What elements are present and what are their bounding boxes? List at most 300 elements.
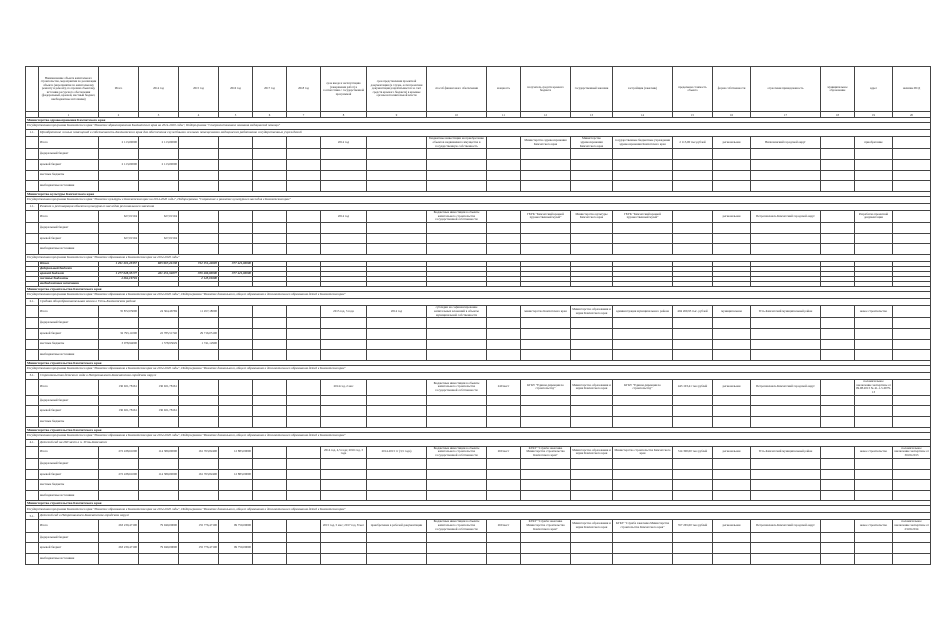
row-index-cell	[26, 532, 39, 543]
data-cell	[821, 350, 855, 361]
data-cell	[219, 181, 253, 192]
data-cell: региональная	[713, 210, 751, 222]
data-cell	[427, 328, 487, 339]
activity-row	[26, 298, 931, 305]
data-cell	[673, 417, 713, 428]
data-cell	[673, 244, 713, 255]
data-cell	[751, 406, 821, 417]
data-cell: 11 457,18000	[179, 305, 219, 317]
data-cell	[821, 233, 855, 244]
data-cell: 272 438,61000	[99, 469, 139, 480]
data-cell: 865 967,22138	[139, 261, 179, 266]
data-cell	[613, 318, 673, 329]
data-cell	[367, 417, 427, 428]
row-index-cell	[26, 137, 39, 149]
data-cell: 12 883,00000	[219, 446, 253, 458]
funding-source-row	[26, 543, 931, 554]
data-cell	[219, 328, 253, 339]
data-cell	[571, 406, 613, 417]
data-cell	[673, 318, 713, 329]
data-cell	[571, 480, 613, 491]
data-cell	[253, 223, 287, 234]
data-cell	[571, 417, 613, 428]
data-cell	[521, 318, 571, 329]
data-cell: 2014 год, 4,5 года; 2016 год, 3 года	[321, 446, 367, 458]
data-cell: 136 921,78161	[139, 406, 179, 417]
data-cell	[751, 233, 821, 244]
data-cell: 1 741,12900	[179, 339, 219, 350]
data-cell	[487, 532, 521, 543]
row-index-cell	[26, 181, 39, 192]
row-index-cell	[26, 233, 39, 244]
data-cell	[219, 223, 253, 234]
data-cell: 1 578,95029	[139, 339, 179, 350]
funding-source-row	[26, 149, 931, 160]
header-cell: государственный заказчик	[571, 67, 613, 112]
program-title: Государственная программа Камчатского края "Развитие образования в Камчатском крае на 2014-2020 годы", Подпрограмма "Развитие дошкольного, общего образования и дополнительного образования детей в Камчатском крае"	[26, 506, 931, 513]
data-cell	[613, 532, 673, 543]
data-cell	[139, 554, 179, 565]
data-cell: министерство Камчатского края	[521, 305, 571, 317]
data-cell	[487, 328, 521, 339]
data-cell	[893, 543, 931, 554]
funding-source-row	[26, 490, 931, 501]
data-cell	[713, 170, 751, 181]
data-cell	[673, 181, 713, 192]
header-cell: 2015 год	[179, 67, 219, 112]
funding-source-label: Итого	[39, 261, 99, 266]
data-cell	[287, 446, 321, 458]
data-cell: Петропавловск-Камчатский городской округ	[751, 210, 821, 222]
data-cell	[253, 532, 287, 543]
data-cell: 2 113,00000	[99, 137, 139, 149]
data-cell	[321, 554, 367, 565]
data-cell: 1 277 028,35177	[99, 271, 139, 276]
data-cell	[673, 532, 713, 543]
data-cell	[179, 406, 219, 417]
data-cell	[571, 395, 613, 406]
data-cell: ГБУК "Камчатский краевой художественный музей"	[613, 210, 673, 222]
data-cell	[571, 490, 613, 501]
data-cell	[855, 554, 893, 565]
data-cell	[751, 244, 821, 255]
data-cell	[287, 469, 321, 480]
data-cell	[821, 223, 855, 234]
header-cell: предельная стоимость объекта	[673, 67, 713, 112]
data-cell	[713, 149, 751, 160]
data-cell	[287, 379, 321, 395]
data-cell: 443 103,41 тыс.рублей	[673, 379, 713, 395]
data-cell	[367, 490, 427, 501]
data-cell	[821, 244, 855, 255]
column-number-cell: 16	[713, 112, 751, 118]
data-cell: 136 921,78161	[99, 406, 139, 417]
funding-source-row	[26, 244, 931, 255]
funding-source-label: внебюджетные источники	[39, 490, 99, 501]
funding-source-label: краевой бюджет	[39, 328, 99, 339]
data-cell: 79 049,00000	[139, 543, 179, 554]
activity-number: 5.1.	[26, 513, 39, 520]
data-cell	[321, 490, 367, 501]
data-cell	[367, 244, 427, 255]
data-cell	[367, 210, 427, 222]
data-cell	[287, 543, 321, 554]
data-cell	[521, 159, 571, 170]
section-title: Министерство здравоохранения Камчатского края	[26, 118, 931, 123]
data-cell	[427, 554, 487, 565]
funding-source-label: краевой бюджет	[39, 469, 99, 480]
data-cell	[751, 223, 821, 234]
data-cell	[613, 490, 673, 501]
data-cell	[713, 554, 751, 565]
data-cell	[99, 318, 139, 329]
funding-source-row	[26, 532, 931, 543]
row-index-cell	[26, 459, 39, 470]
column-number-cell: 19	[855, 112, 893, 118]
data-cell	[427, 480, 487, 491]
data-cell: КГКУ "Служба заказчика Министерства строительства Камчатского края"	[521, 446, 571, 458]
data-cell	[487, 159, 521, 170]
data-cell	[287, 318, 321, 329]
data-cell	[821, 210, 855, 222]
data-cell	[713, 181, 751, 192]
data-cell	[219, 244, 253, 255]
data-cell	[673, 223, 713, 234]
data-cell	[713, 532, 751, 543]
data-cell	[673, 339, 713, 350]
data-cell: 35 872,05000	[99, 305, 139, 317]
data-cell	[673, 554, 713, 565]
data-cell	[893, 417, 931, 428]
data-cell	[855, 223, 893, 234]
data-cell	[521, 223, 571, 234]
data-cell: региональная	[713, 520, 751, 532]
data-cell	[287, 350, 321, 361]
data-cell	[179, 181, 219, 192]
funding-source-label: местные бюджеты	[39, 170, 99, 181]
data-cell	[219, 339, 253, 350]
data-cell	[855, 350, 893, 361]
data-cell	[253, 328, 287, 339]
data-cell	[139, 350, 179, 361]
data-cell: КГКУ "Единая дирекция по строительству"	[613, 379, 673, 395]
data-cell	[821, 149, 855, 160]
funding-source-label: Итого	[39, 446, 99, 458]
activity-row	[26, 372, 931, 379]
data-cell	[521, 406, 571, 417]
data-cell	[855, 149, 893, 160]
data-cell: 2014 год	[321, 210, 367, 222]
program-header-row	[26, 432, 931, 439]
data-cell	[487, 543, 521, 554]
data-cell: 627,01504	[99, 233, 139, 244]
data-cell	[893, 210, 931, 222]
data-cell: 1 291 201,23357	[99, 261, 139, 266]
data-cell	[427, 159, 487, 170]
data-cell	[521, 395, 571, 406]
data-cell	[367, 406, 427, 417]
funding-source-row	[26, 417, 931, 428]
data-cell	[287, 520, 321, 532]
data-cell: Министерство здравоохранения Камчатского края	[521, 137, 571, 149]
data-cell	[893, 554, 931, 565]
data-cell	[321, 417, 367, 428]
data-cell	[179, 532, 219, 543]
data-cell	[571, 159, 613, 170]
header-cell: наличие ПСД	[893, 67, 931, 112]
funding-source-label: федеральный бюджет	[39, 395, 99, 406]
data-cell	[179, 244, 219, 255]
data-cell	[219, 532, 253, 543]
data-cell: 627,01504	[139, 233, 179, 244]
data-cell	[219, 490, 253, 501]
data-cell	[367, 181, 427, 192]
data-cell	[893, 233, 931, 244]
data-cell	[287, 480, 321, 491]
data-cell	[855, 244, 893, 255]
data-cell: 161 763,82400	[179, 469, 219, 480]
funding-source-label: местные бюджеты	[39, 339, 99, 350]
data-cell: 161 763,82400	[179, 446, 219, 458]
data-cell	[427, 350, 487, 361]
data-cell	[821, 554, 855, 565]
data-cell	[521, 233, 571, 244]
data-cell: 29 716,05100	[179, 328, 219, 339]
data-cell: Бюджетные инвестиции в объекты капитального строительства государственной собственности	[427, 446, 487, 458]
data-cell	[179, 379, 219, 395]
data-cell	[613, 233, 673, 244]
data-cell	[287, 137, 321, 149]
funding-source-label: Итого	[39, 305, 99, 317]
data-cell	[179, 350, 219, 361]
program-header-row	[26, 196, 931, 203]
data-cell	[673, 480, 713, 491]
activity-title: Строительство детского сада в Петропавловск-Камчатском городском округе	[39, 372, 931, 379]
data-cell	[219, 459, 253, 470]
data-cell: 2 113,00000	[99, 159, 139, 170]
data-cell	[367, 137, 427, 149]
data-cell	[487, 223, 521, 234]
data-cell	[253, 520, 287, 532]
row-index-cell	[26, 406, 39, 417]
header-cell: муниципальное образование	[821, 67, 855, 112]
funding-source-row	[26, 159, 931, 170]
data-cell: 377 421,00000	[219, 261, 253, 266]
data-cell	[367, 149, 427, 160]
data-cell	[751, 328, 821, 339]
data-cell	[521, 490, 571, 501]
data-cell: 627,01504	[99, 210, 139, 222]
data-cell: 155 776,47100	[179, 543, 219, 554]
data-cell	[521, 543, 571, 554]
data-cell	[751, 469, 821, 480]
data-cell	[821, 395, 855, 406]
data-cell	[893, 170, 931, 181]
section-title: Министерство строительства Камчатского края	[26, 360, 931, 365]
data-cell	[287, 554, 321, 565]
data-cell	[855, 328, 893, 339]
data-cell	[821, 339, 855, 350]
data-cell: региональная	[713, 137, 751, 149]
data-cell	[613, 406, 673, 417]
data-cell	[673, 395, 713, 406]
row-index-cell	[26, 149, 39, 160]
data-cell: Бюджетные инвестиции в объекты капитального строительства государственной собственности	[427, 379, 487, 395]
data-cell	[487, 554, 521, 565]
data-cell	[253, 318, 287, 329]
data-cell: 2014 год, 2 мес	[321, 379, 367, 395]
data-cell	[219, 210, 253, 222]
funding-source-label: краевой бюджет	[39, 406, 99, 417]
data-cell	[673, 543, 713, 554]
data-cell	[253, 181, 287, 192]
data-cell	[855, 170, 893, 181]
funding-source-label: краевой бюджет	[39, 271, 99, 276]
data-cell	[287, 395, 321, 406]
funding-source-label: Итого	[39, 520, 99, 532]
funding-source-label: местные бюджеты	[39, 417, 99, 428]
data-cell	[179, 170, 219, 181]
data-cell	[139, 417, 179, 428]
data-cell	[179, 554, 219, 565]
data-cell	[893, 350, 931, 361]
data-cell	[821, 469, 855, 480]
data-cell	[321, 159, 367, 170]
data-cell: 260 мест	[487, 520, 521, 532]
data-cell	[487, 137, 521, 149]
data-cell	[253, 379, 287, 395]
data-cell	[613, 459, 673, 470]
funding-source-label: федеральный бюджет	[39, 532, 99, 543]
data-cell: новое строительство	[855, 305, 893, 317]
data-cell: КГКУ "Служба заказчика Министерства строительства Камчатского края"	[521, 520, 571, 532]
data-cell	[713, 159, 751, 170]
funding-source-row	[26, 181, 931, 192]
data-cell	[893, 223, 931, 234]
data-cell: 79 049,00000	[139, 520, 179, 532]
data-cell	[321, 233, 367, 244]
column-number-cell: 14	[613, 112, 673, 118]
data-cell	[219, 406, 253, 417]
data-cell	[893, 459, 931, 470]
data-cell	[487, 149, 521, 160]
data-cell	[487, 395, 521, 406]
data-cell	[427, 181, 487, 192]
data-cell	[253, 554, 287, 565]
data-cell	[139, 223, 179, 234]
data-cell	[521, 149, 571, 160]
header-cell: форма собственности	[713, 67, 751, 112]
data-cell	[321, 328, 367, 339]
data-cell	[253, 469, 287, 480]
data-cell: 3 078,94000	[99, 339, 139, 350]
data-cell	[673, 159, 713, 170]
data-cell: 2014-2015 гг (3,5 года)	[367, 446, 427, 458]
data-cell	[613, 395, 673, 406]
data-cell	[521, 244, 571, 255]
data-cell	[821, 520, 855, 532]
data-cell	[893, 318, 931, 329]
funding-source-row	[26, 137, 931, 149]
data-cell	[253, 417, 287, 428]
data-cell	[521, 459, 571, 470]
column-number-cell: 5	[219, 112, 253, 118]
data-cell	[99, 554, 139, 565]
data-cell	[427, 395, 487, 406]
data-cell: 22 785,51740	[139, 328, 179, 339]
data-cell	[751, 490, 821, 501]
data-cell	[571, 328, 613, 339]
header-cell: Итого	[99, 67, 139, 112]
data-cell	[287, 305, 321, 317]
data-cell	[287, 339, 321, 350]
data-cell: 2015 год, 3 года	[321, 305, 367, 317]
funding-source-label: местные бюджеты	[39, 276, 99, 281]
data-cell	[287, 149, 321, 160]
header-cell: 2016 год	[219, 67, 253, 112]
data-cell	[179, 149, 219, 160]
funding-source-row	[26, 318, 931, 329]
activity-number: 3.1.	[26, 372, 39, 379]
data-cell	[713, 490, 751, 501]
row-index-cell	[26, 170, 39, 181]
data-cell	[487, 305, 521, 317]
data-cell	[821, 543, 855, 554]
data-cell	[487, 244, 521, 255]
data-cell	[855, 469, 893, 480]
data-cell	[613, 339, 673, 350]
funding-source-label: Итого	[39, 379, 99, 395]
program-header-row	[26, 365, 931, 372]
data-cell	[253, 137, 287, 149]
data-cell	[893, 305, 931, 317]
data-cell	[713, 223, 751, 234]
data-cell: Министерство образования и науки Камчатского края	[571, 520, 613, 532]
funding-source-row	[26, 554, 931, 565]
data-cell	[427, 543, 487, 554]
data-cell: Разработка проектной документации	[855, 210, 893, 222]
data-cell	[893, 149, 931, 160]
data-cell: Вилючинский городской округ	[751, 137, 821, 149]
activity-number: 1.1.	[26, 130, 39, 137]
data-cell	[613, 181, 673, 192]
data-cell	[219, 318, 253, 329]
data-cell	[713, 328, 751, 339]
funding-source-row	[26, 328, 931, 339]
data-cell	[893, 532, 931, 543]
data-cell	[287, 233, 321, 244]
data-cell	[893, 480, 931, 491]
program-title: Государственная программа Камчатского края "Развитие образования в Камчатском крае на 2014-2020 годы", Подпрограмма "Развитие дошкольного, общего образования и дополнительного образования детей в Камчатском крае"	[26, 291, 931, 298]
data-cell: КГКУ "Единая дирекция по строительству"	[521, 379, 571, 395]
data-cell: положительное заключение экспертизы от 23.09.2014	[894, 519, 929, 532]
column-number-cell: 8	[321, 112, 367, 118]
program-title: Государственная программа Камчатского края "Развитие образования в Камчатском крае на 2014-2020 годы", Подпрограмма "Развитие дошкольного, общего образования и дополнительного образования детей в Камчатском крае"	[26, 365, 931, 372]
column-number-cell: 11	[487, 112, 521, 118]
data-cell	[321, 318, 367, 329]
data-cell	[427, 339, 487, 350]
data-cell	[219, 233, 253, 244]
data-cell	[713, 244, 751, 255]
data-cell: ГБУК "Камчатский краевой художественный музей"	[521, 210, 571, 222]
data-cell: 136 921,78161	[139, 379, 179, 395]
data-cell	[855, 233, 893, 244]
row-index-cell	[26, 469, 39, 480]
data-cell: муниципальная	[713, 305, 751, 317]
data-cell	[179, 137, 219, 149]
data-cell	[855, 459, 893, 470]
data-cell	[571, 318, 613, 329]
